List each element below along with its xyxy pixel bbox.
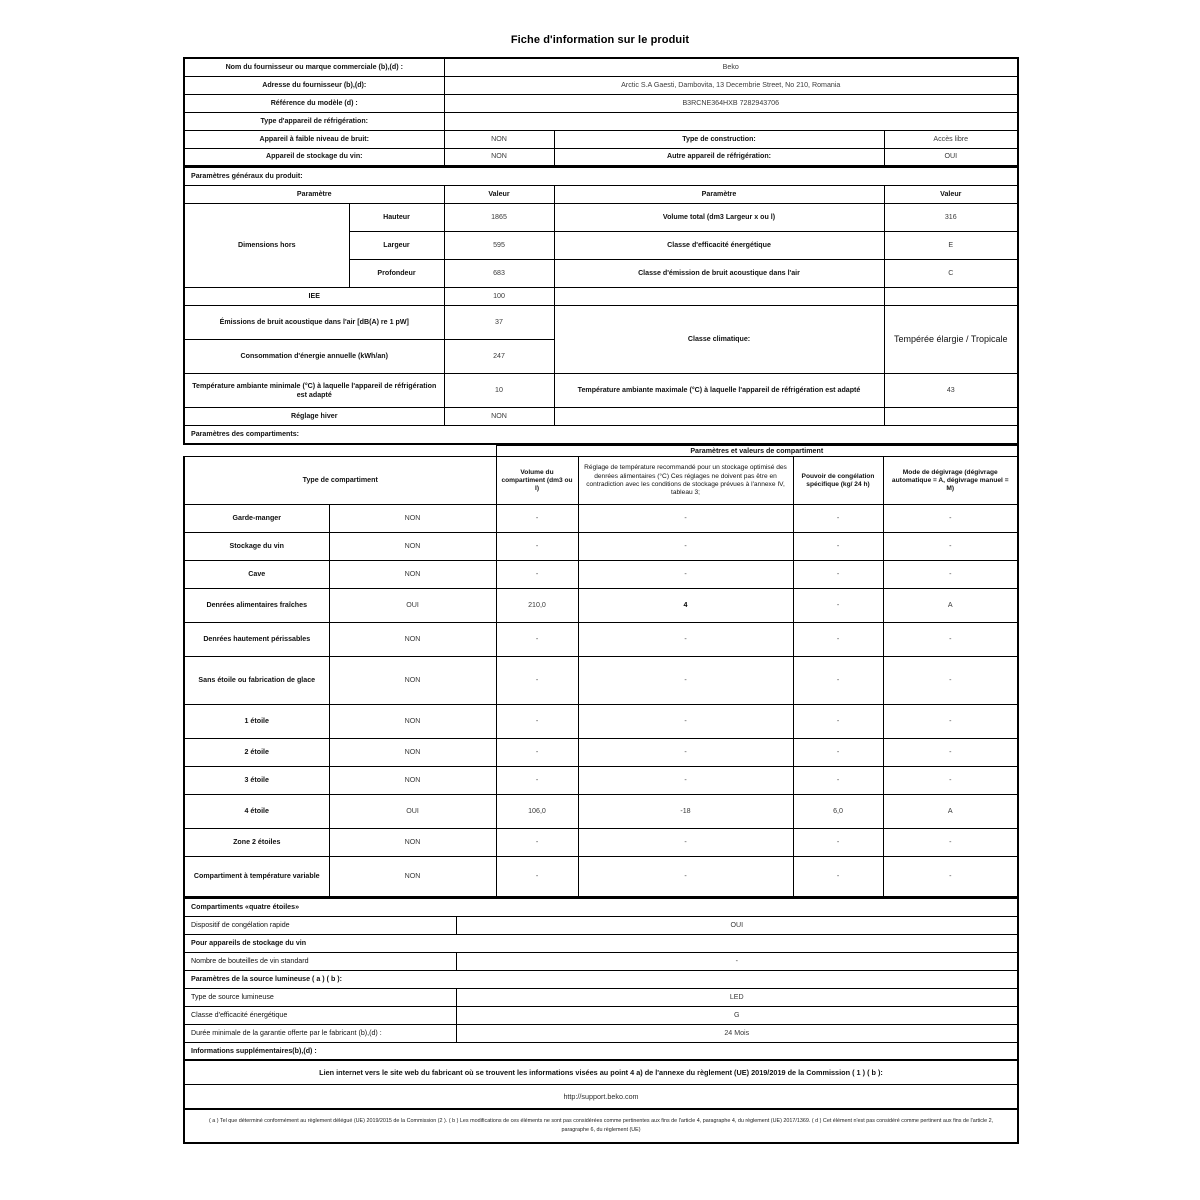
compartment-temp-value: - [578,533,793,561]
compartment-defrost-value: - [883,829,1018,857]
table-row [184,952,1018,970]
col-parameter-1: Paramètre [184,186,444,204]
supplier-address-label: Adresse du fournisseur (b),(d): [184,76,444,94]
fast-freeze-label: Dispositif de congélation rapide [184,916,456,934]
compartment-type-label: 1 étoile [184,705,329,739]
width-label: Largeur [349,232,444,260]
compartment-temp-value: -18 [578,795,793,829]
spacer-cell [884,408,1018,426]
noise-class-label: Classe d'émission de bruit acoustique dans l'air [554,260,884,288]
compartment-power-value: - [793,705,883,739]
annual-energy-value: 247 [444,340,554,374]
compartment-defrost-value: - [883,705,1018,739]
compartment-type-label: Garde-manger [184,505,329,533]
compartment-defrost-value: - [883,857,1018,897]
compartment-temp-value: - [578,623,793,657]
table-row [184,288,1018,306]
other-appliance-label: Autre appareil de réfrigération: [554,148,884,166]
height-value: 1865 [444,204,554,232]
supplier-name-value: Beko [444,58,1018,76]
width-value: 595 [444,232,554,260]
depth-value: 683 [444,260,554,288]
compartment-type-label: Cave [184,561,329,589]
noise-class-value: C [884,260,1018,288]
table-row [184,58,1018,76]
compartment-volume-value: - [496,657,578,705]
compartment-power-value: - [793,657,883,705]
light-type-label: Type de source lumineuse [184,988,456,1006]
table-row [184,457,1018,505]
compartment-volume-value: - [496,533,578,561]
compartment-temp-value: - [578,505,793,533]
compartment-power-value: 6,0 [793,795,883,829]
table-row [184,739,1018,767]
supplier-name-label: Nom du fournisseur ou marque commerciale (b),(d) : [184,58,444,76]
other-appliance-value: OUI [884,148,1018,166]
compartment-defrost-value: - [883,657,1018,705]
compartment-temp-value: 4 [578,589,793,623]
table-row [184,306,1018,340]
compartment-volume-value: - [496,505,578,533]
table-row [184,1042,1018,1060]
warranty-value: 24 Mois [456,1024,1018,1042]
total-volume-label: Volume total (dm3 Largeur x ou l) [554,204,884,232]
energy-class-label: Classe d'efficacité énergétique [554,232,884,260]
compartment-power-value: - [793,533,883,561]
construction-type-label: Type de construction: [554,130,884,148]
compartment-temp-value: - [578,657,793,705]
table-row [184,657,1018,705]
compartment-type-label: 2 étoile [184,739,329,767]
spacer-cell [884,288,1018,306]
table-row [184,505,1018,533]
col-compartment-type: Type de compartiment [184,457,496,505]
min-ambient-temp-label: Température ambiante minimale (°C) à laquelle l'appareil de réfrigération est adapté [184,374,444,408]
compartment-present-value: NON [329,623,496,657]
compartment-volume-value: - [496,705,578,739]
compartment-power-value: - [793,739,883,767]
general-section-title: Paramètres généraux du produit: [184,168,1018,186]
compartment-power-value: - [793,561,883,589]
table-row [184,1024,1018,1042]
depth-label: Profondeur [349,260,444,288]
compartment-type-label: 4 étoile [184,795,329,829]
compartment-defrost-value: - [883,561,1018,589]
wine-storage-label: Appareil de stockage du vin: [184,148,444,166]
table-row [184,970,1018,988]
compartment-defrost-value: A [883,589,1018,623]
compartment-temp-value: - [578,767,793,795]
table-row [184,186,1018,204]
compartment-present-value: NON [329,657,496,705]
compartment-power-value: - [793,857,883,897]
wine-section-title: Pour appareils de stockage du vin [184,934,1018,952]
compartment-volume-value: 210,0 [496,589,578,623]
footnotes-text: ( a ) Tel que déterminé conformément au règlement délégué (UE) 2019/2015 de la Commission (2 ). ( b ) Les modifications de ces éléments ne sont pas considérées comme pertinentes aux fins de l'article 4, paragraphe 4, du règlement (UE) 2017/1369. ( d ) Cet élément n'est pas considéré comme pertinent aux fins de l'article 2, paragraphe 6, du règlement (UE) [184,1109,1018,1142]
warranty-label: Durée minimale de la garantie offerte par le fabricant (b),(d) : [184,1024,456,1042]
compartment-temp-value: - [578,705,793,739]
compartment-temp-value: - [578,739,793,767]
compartment-volume-value: - [496,739,578,767]
bottles-label: Nombre de bouteilles de vin standard [184,952,456,970]
table-row [184,76,1018,94]
iee-value: 100 [444,288,554,306]
col-defrost-mode: Mode de dégivrage (dégivrage automatique = A, dégivrage manuel = M) [883,457,1018,505]
compartment-defrost-value: - [883,623,1018,657]
table-row [184,408,1018,426]
compartment-type-label: Zone 2 étoiles [184,829,329,857]
model-reference-label: Référence du modèle (d) : [184,94,444,112]
compartment-power-value: - [793,829,883,857]
compartment-type-label: Compartiment à température variable [184,857,329,897]
table-row [184,857,1018,897]
light-energy-class-label: Classe d'efficacité énergétique [184,1006,456,1024]
compartment-power-value: - [793,505,883,533]
compartment-type-label: 3 étoile [184,767,329,795]
compartment-present-value: NON [329,767,496,795]
compartment-present-value: NON [329,829,496,857]
table-row [184,916,1018,934]
compartment-present-value: NON [329,505,496,533]
compartment-type-label: Stockage du vin [184,533,329,561]
compartment-present-value: NON [329,857,496,897]
table-row [184,934,1018,952]
col-compartment-volume: Volume du compartiment (dm3 ou l) [496,457,578,505]
noise-emission-value: 37 [444,306,554,340]
min-ambient-temp-value: 10 [444,374,554,408]
energy-class-value: E [884,232,1018,260]
compartment-present-value: NON [329,561,496,589]
compartment-present-value: NON [329,739,496,767]
light-type-value: LED [456,988,1018,1006]
supplier-table [183,57,1019,167]
table-row [184,1109,1018,1142]
footer-table [183,898,1019,1144]
table-row [184,561,1018,589]
table-row [184,130,1018,148]
low-noise-label: Appareil à faible niveau de bruit: [184,130,444,148]
dimensions-label: Dimensions hors [184,204,349,288]
compartment-temp-value: - [578,561,793,589]
table-row [184,94,1018,112]
annual-energy-label: Consommation d'énergie annuelle (kWh/an) [184,340,444,374]
spacer-cell [554,408,884,426]
compartment-power-value: - [793,589,883,623]
compartment-power-value: - [793,767,883,795]
table-row [184,1060,1018,1085]
table-row [184,1006,1018,1024]
compartment-present-value: OUI [329,795,496,829]
manufacturer-web-link-label: Lien internet vers le site web du fabricant où se trouvent les informations visées au point 4 a) de l'annexe du règlement (UE) 2019/2019 de la Commission ( 1 ) ( b ): [184,1060,1018,1085]
table-row [184,148,1018,166]
compartment-volume-value: 106,0 [496,795,578,829]
table-row [184,623,1018,657]
page-title: Fiche d'information sur le produit [510,34,690,46]
general-parameters-table [183,167,1019,445]
table-row [184,589,1018,623]
model-reference-value: B3RCNE364HXB 7282943706 [444,94,1018,112]
compartment-present-value: OUI [329,589,496,623]
compartment-type-label: Sans étoile ou fabrication de glace [184,657,329,705]
four-star-section-title: Compartiments «quatre étoiles» [184,898,1018,916]
col-temperature-setting: Réglage de température recommandé pour un stockage optimisé des denrées alimentaires (°C) Ces réglages ne doivent pas être en contradiction avec les conditions de stockage prévues à l'annexe IV, tableau 3; [578,457,793,505]
fiche-table-container [183,57,1017,1144]
manufacturer-web-link-value[interactable]: http://support.beko.com [184,1085,1018,1110]
compartment-type-label: Denrées alimentaires fraîches [184,589,329,623]
table-row [184,988,1018,1006]
compartment-volume-value: - [496,829,578,857]
col-parameter-2: Paramètre [554,186,884,204]
total-volume-value: 316 [884,204,1018,232]
compartment-volume-value: - [496,857,578,897]
max-ambient-temp-value: 43 [884,374,1018,408]
appliance-type-label: Type d'appareil de réfrigération: [184,112,444,130]
table-row [184,168,1018,186]
low-noise-value: NON [444,130,554,148]
table-row [184,898,1018,916]
col-freezing-power: Pouvoir de congélation spécifique (kg/ 24 h) [793,457,883,505]
compartment-volume-value: - [496,561,578,589]
climate-class-label: Classe climatique: [554,306,884,374]
table-row [184,829,1018,857]
compartment-temp-value: - [578,857,793,897]
spacer-cell [554,288,884,306]
winter-setting-label: Réglage hiver [184,408,444,426]
light-energy-class-value: G [456,1006,1018,1024]
fast-freeze-value: OUI [456,916,1018,934]
bottles-value: - [456,952,1018,970]
compartment-defrost-value: - [883,533,1018,561]
compartment-group-header: Paramètres et valeurs de compartiment [496,445,1018,457]
compartments-section-title: Paramètres des compartiments: [184,426,1018,444]
compartment-type-label: Denrées hautement périssables [184,623,329,657]
table-row [184,112,1018,130]
wine-storage-value: NON [444,148,554,166]
compartment-defrost-value: - [883,505,1018,533]
compartment-defrost-value: - [883,767,1018,795]
table-row [184,445,1018,457]
height-label: Hauteur [349,204,444,232]
table-row [184,1085,1018,1110]
col-value-1: Valeur [444,186,554,204]
compartment-power-value: - [793,623,883,657]
table-row [184,374,1018,408]
light-section-title: Paramètres de la source lumineuse ( a ) ( b ): [184,970,1018,988]
iee-label: IEE [184,288,444,306]
winter-setting-value: NON [444,408,554,426]
table-row [184,705,1018,739]
compartment-present-value: NON [329,705,496,739]
table-row [184,795,1018,829]
appliance-type-value [444,112,1018,130]
table-row [184,204,1018,232]
compartment-volume-value: - [496,767,578,795]
compartment-volume-value: - [496,623,578,657]
compartments-table [183,445,1019,898]
compartment-present-value: NON [329,533,496,561]
compartment-defrost-value: - [883,739,1018,767]
table-row [184,767,1018,795]
additional-info-label: Informations supplémentaires(b),(d) : [184,1042,1018,1060]
climate-class-value: Tempérée élargie / Tropicale [884,306,1018,374]
compartment-temp-value: - [578,829,793,857]
spacer-cell [184,445,496,457]
construction-type-value: Accès libre [884,130,1018,148]
supplier-address-value: Arctic S.A Gaesti, Dambovita, 13 Decembrie Street, No 210, Romania [444,76,1018,94]
table-row [184,426,1018,444]
noise-emission-label: Émissions de bruit acoustique dans l'air [dB(A) re 1 pW] [184,306,444,340]
col-value-2: Valeur [884,186,1018,204]
table-row [184,533,1018,561]
compartment-defrost-value: A [883,795,1018,829]
max-ambient-temp-label: Température ambiante maximale (°C) à laquelle l'appareil de réfrigération est adapté [554,374,884,408]
